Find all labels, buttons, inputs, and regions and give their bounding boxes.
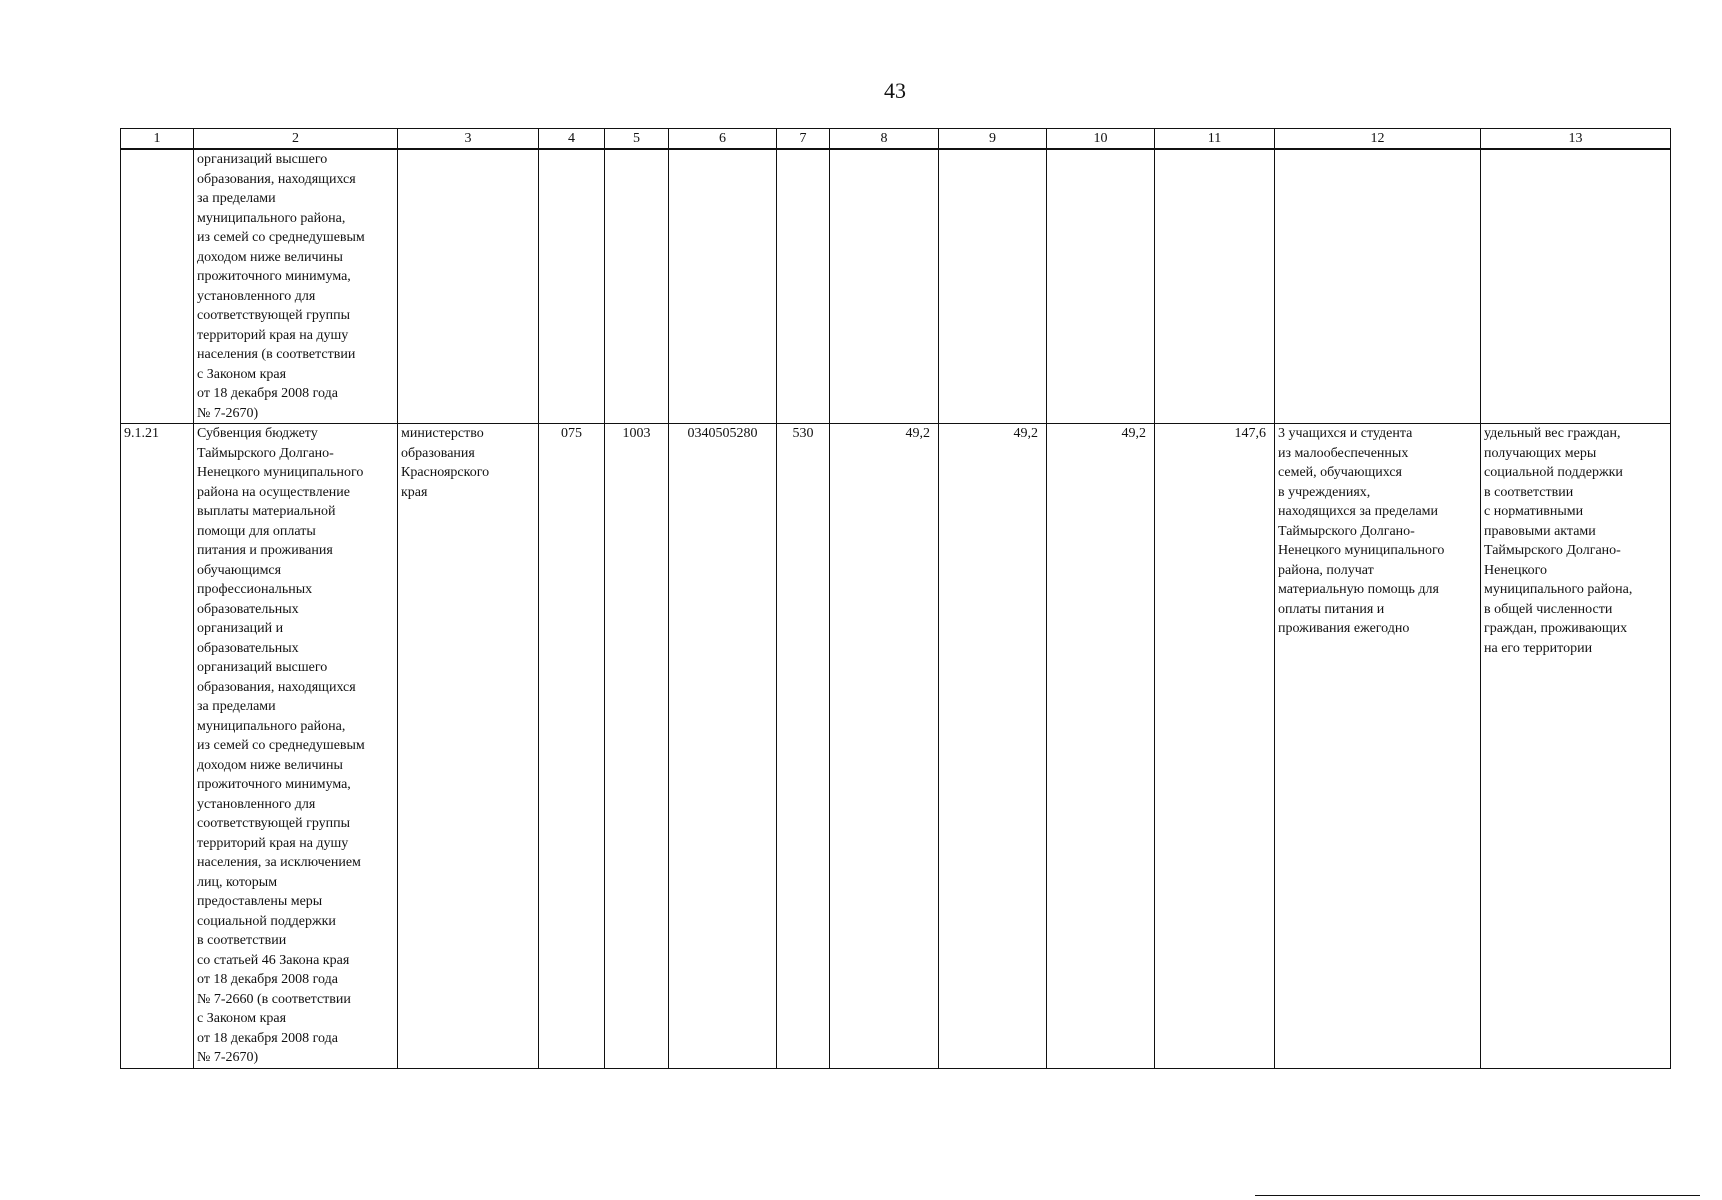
cell-line: Ненецкого муниципального (1278, 543, 1445, 558)
cell-col13 (1481, 149, 1671, 424)
cell-line: прожиточного минимума, (197, 269, 351, 284)
cell-line: получающих меры (1484, 445, 1597, 461)
header-cell: 8 (830, 129, 939, 150)
header-cell: 6 (669, 129, 777, 150)
header-cell: 12 (1275, 129, 1481, 150)
footer-rule (1255, 1195, 1700, 1196)
cell-line: социальной поддержки (1484, 465, 1623, 480)
cell-line: питания и проживания (197, 543, 333, 558)
cell-line: правовыми актами (1484, 523, 1596, 539)
page-number: 43 (884, 78, 906, 103)
cell-line: находящихся за пределами (1278, 504, 1439, 519)
cell-line: на его территории (1484, 640, 1593, 656)
cell-line: с Законом края (197, 366, 287, 382)
cell-line: № 7-2670) (197, 405, 259, 421)
cell-num (121, 149, 194, 424)
cell-line: установленного для (197, 796, 316, 812)
cell-line: соответствующей группы (197, 308, 351, 323)
cell-col5 (605, 149, 669, 424)
cell-col8 (830, 149, 939, 424)
cell-line: в соответствии (197, 933, 287, 948)
cell-col12 (1275, 149, 1481, 424)
cell-line: Ненецкого (1484, 562, 1548, 578)
cell-col10: 49,2 (1047, 424, 1155, 1069)
cell-line: Ненецкого муниципального (197, 465, 364, 480)
cell-line: организаций и (197, 621, 284, 636)
cell-line: из семей со среднедушевым (197, 230, 365, 245)
header-cell: 9 (939, 129, 1047, 150)
cell-line: территорий края на душу (197, 835, 349, 851)
cell-line: в учреждениях, (1278, 484, 1371, 500)
cell-line: в соответствии (1484, 484, 1574, 500)
cell-line: территорий края на душу (197, 327, 349, 343)
cell-col6 (669, 149, 777, 424)
header-cell: 3 (398, 129, 539, 150)
cell-result (1275, 424, 1481, 1069)
cell-col11: 147,6 (1155, 424, 1275, 1069)
cell-line: министерство (401, 426, 484, 441)
cell-line: за пределами (197, 191, 276, 206)
cell-line: оплаты питания и (1278, 601, 1385, 617)
budget-table (120, 128, 1671, 1069)
cell-col6: 0340505280 (669, 424, 777, 1069)
cell-num: 9.1.21 (121, 424, 194, 1069)
cell-line: образовательных (197, 601, 299, 617)
header-cell: 1 (121, 129, 194, 150)
cell-line: предоставлены меры (197, 894, 323, 909)
cell-line: образования (401, 445, 475, 461)
cell-line: с Законом края (197, 1011, 287, 1026)
cell-description (194, 424, 398, 1069)
cell-col11 (1155, 149, 1275, 424)
cell-line: доходом ниже величины (197, 757, 343, 773)
cell-line: установленного для (197, 288, 316, 304)
cell-line: населения (в соответствии (197, 347, 356, 362)
cell-line: № 7-2670) (197, 1050, 259, 1065)
header-cell: 2 (194, 129, 398, 150)
cell-line: проживания ежегодно (1278, 621, 1410, 636)
header-cell: 4 (539, 129, 605, 150)
cell-col4 (539, 149, 605, 424)
cell-line: Таймырского Долгано- (197, 445, 334, 461)
header-cell: 13 (1481, 129, 1671, 150)
cell-line: муниципального района, (197, 210, 346, 226)
cell-line: организаций высшего (197, 660, 328, 675)
cell-col9: 49,2 (939, 424, 1047, 1069)
cell-col10 (1047, 149, 1155, 424)
cell-line: муниципального района, (1484, 582, 1633, 597)
cell-description (194, 149, 398, 424)
header-cell: 7 (777, 129, 830, 150)
cell-ministry (398, 424, 539, 1069)
cell-line: из семей со среднедушевым (197, 738, 365, 753)
cell-indicator (1481, 424, 1671, 1069)
cell-line: за пределами (197, 699, 276, 714)
cell-col5: 1003 (605, 424, 669, 1069)
cell-line: социальной поддержки (197, 913, 336, 929)
cell-line: материальную помощь для (1278, 582, 1439, 597)
cell-line: Таймырского Долгано- (1484, 543, 1621, 558)
cell-line: помощи для оплаты (197, 523, 316, 539)
cell-line: профессиональных (197, 582, 313, 597)
cell-line: от 18 декабря 2008 года (197, 1030, 338, 1046)
cell-line: семей, обучающихся (1278, 465, 1402, 480)
cell-line: Красноярского (401, 465, 490, 480)
cell-line: прожиточного минимума, (197, 777, 351, 792)
cell-line: населения, за исключением (197, 855, 361, 870)
cell-line: со статьей 46 Закона края (197, 952, 350, 968)
cell-line: в общей численности (1484, 601, 1613, 617)
cell-col7 (777, 149, 830, 424)
cell-line: доходом ниже величины (197, 249, 343, 265)
cell-line: с нормативными (1484, 504, 1584, 519)
cell-line: от 18 декабря 2008 года (197, 972, 338, 987)
cell-line: соответствующей группы (197, 816, 351, 831)
cell-line: края (401, 484, 428, 500)
cell-line: организаций высшего (197, 152, 328, 167)
cell-line: № 7-2660 (в соответствии (197, 991, 351, 1007)
cell-line: выплаты материальной (197, 504, 336, 519)
cell-line: обучающимся (197, 562, 282, 578)
cell-line: Субвенция бюджету (197, 426, 318, 441)
header-row (121, 129, 1671, 150)
cell-line: образования, находящихся (197, 679, 356, 695)
cell-line: 3 учащихся и студента (1278, 426, 1413, 441)
cell-line: удельный вес граждан, (1484, 426, 1621, 441)
cell-col3 (398, 149, 539, 424)
table-row-9-1-21 (121, 424, 1671, 1069)
cell-line: лиц, которым (197, 874, 278, 890)
cell-line: образования, находящихся (197, 171, 356, 187)
cell-line: муниципального района, (197, 718, 346, 734)
cell-col4: 075 (539, 424, 605, 1069)
cell-line: из малообеспеченных (1278, 445, 1409, 461)
cell-col9 (939, 149, 1047, 424)
header-cell: 10 (1047, 129, 1155, 150)
table-row-continuation (121, 149, 1671, 424)
cell-line: от 18 декабря 2008 года (197, 386, 338, 401)
cell-col8: 49,2 (830, 424, 939, 1069)
header-cell: 5 (605, 129, 669, 150)
cell-line: образовательных (197, 640, 299, 656)
cell-line: граждан, проживающих (1484, 621, 1628, 636)
cell-line: района на осуществление (197, 484, 350, 500)
cell-line: района, получат (1278, 562, 1374, 578)
cell-line: Таймырского Долгано- (1278, 523, 1415, 539)
cell-col7: 530 (777, 424, 830, 1069)
header-cell: 11 (1155, 129, 1275, 150)
